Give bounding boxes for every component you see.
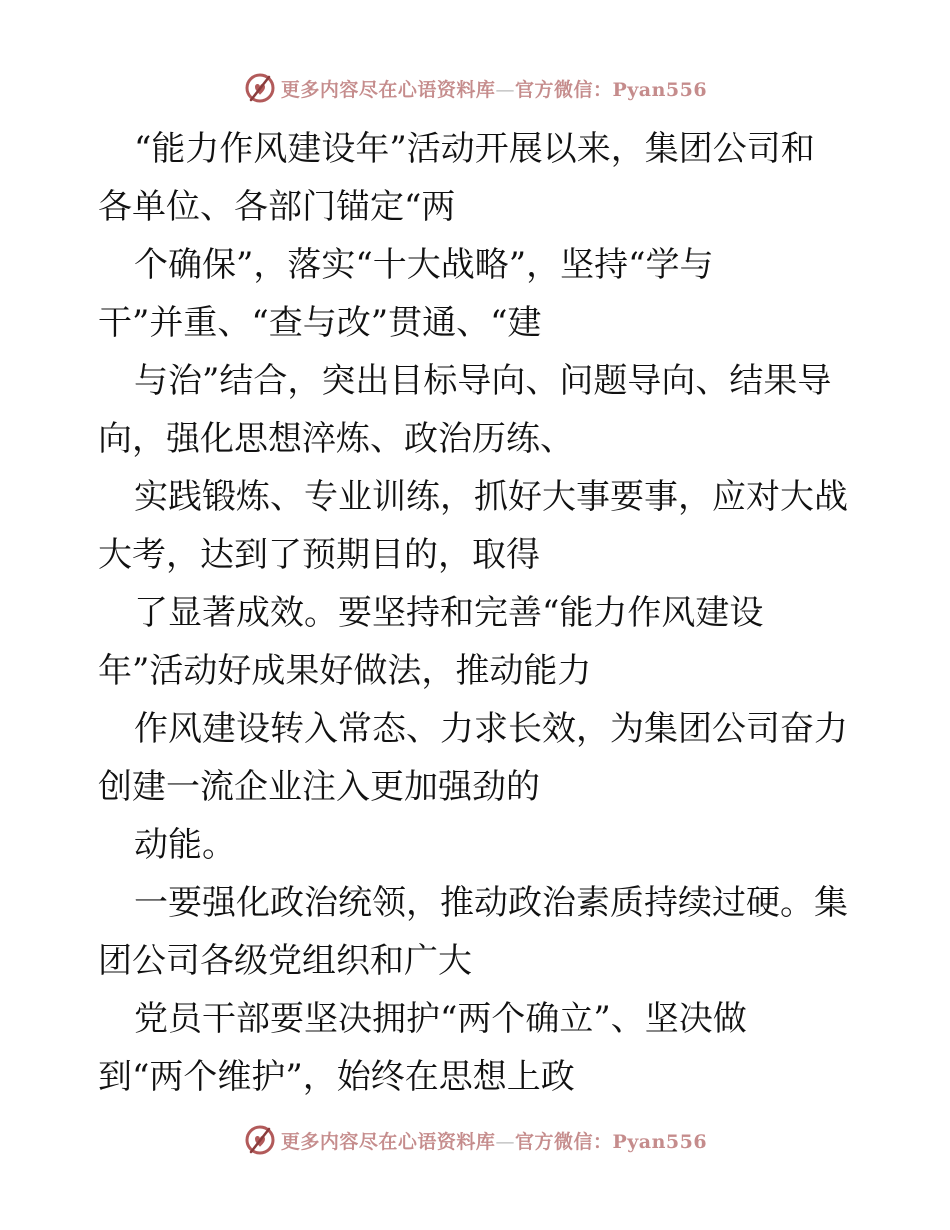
header-banner-main: 更多内容尽在心语资料库 <box>280 78 496 101</box>
footer-banner-main: 更多内容尽在心语资料库 <box>280 1130 496 1153</box>
footer-banner <box>0 1122 950 1158</box>
text-line: 向，强化思想淬炼、政治历练、 <box>98 419 574 459</box>
header-banner-text <box>281 75 707 102</box>
header-banner-sep: — <box>495 78 515 101</box>
document-body <box>98 120 858 1106</box>
header-banner-tail: 官方微信：Pyan556 <box>514 78 708 101</box>
text-line: 大考，达到了预期目的，取得 <box>98 535 540 575</box>
text-line: 作风建设转入常态、力求长效，为集团公司奋力 <box>134 709 848 749</box>
footer-banner-text <box>281 1127 707 1154</box>
text-line: 实践锻炼、专业训练，抓好大事要事，应对大战 <box>134 477 848 517</box>
footer-banner-content <box>243 1122 707 1158</box>
heart-pen-logo-icon <box>243 1123 277 1157</box>
text-line: 各单位、各部门锚定“两 <box>98 187 456 227</box>
text-line: 创建一流企业注入更加强劲的 <box>98 767 540 807</box>
header-banner-content <box>243 70 707 106</box>
text-line: 个确保”，落实“十大战略”，坚持“学与 <box>134 245 714 285</box>
text-line: 年”活动好成果好做法，推动能力 <box>98 651 592 691</box>
header-banner <box>0 70 950 106</box>
text-line: “能力作风建设年”活动开展以来，集团公司和 <box>134 129 815 169</box>
text-line: 干”并重、“查与改”贯通、“建 <box>98 303 542 343</box>
text-line: 团公司各级党组织和广大 <box>98 941 472 981</box>
footer-banner-tail: 官方微信：Pyan556 <box>514 1130 708 1153</box>
text-line: 党员干部要坚决拥护“两个确立”、坚决做 <box>134 999 747 1039</box>
text-line: 到“两个维护”，始终在思想上政 <box>98 1057 575 1097</box>
text-line: 与治”结合，突出目标导向、问题导向、结果导 <box>134 361 832 401</box>
text-line: 动能。 <box>134 825 236 865</box>
text-line: 了显著成效。要坚持和完善“能力作风建设 <box>134 593 764 633</box>
footer-banner-sep: — <box>495 1130 515 1153</box>
heart-pen-logo-icon <box>243 71 277 105</box>
text-line: 一要强化政治统领，推动政治素质持续过硬。集 <box>134 883 848 923</box>
